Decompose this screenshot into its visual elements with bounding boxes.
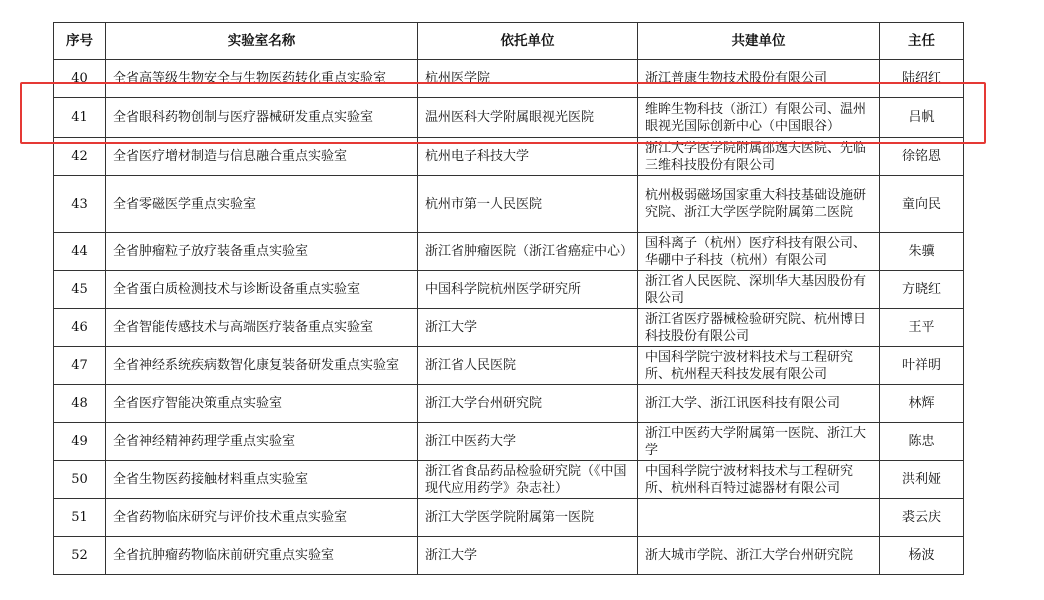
cell-host-unit: 中国科学院杭州医学研究所 (418, 271, 638, 309)
table-body (54, 60, 964, 575)
cell-partner-units: 浙江大学医学院附属邵逸夫医院、先临三维科技股份有限公司 (638, 138, 880, 176)
header-no: 序号 (54, 23, 106, 60)
cell-partner-units: 浙江省医疗器械检验研究院、杭州博日科技股份有限公司 (638, 309, 880, 347)
cell-director: 林辉 (880, 385, 964, 423)
header-name: 实验室名称 (106, 23, 418, 60)
cell-partner-units: 维眸生物科技（浙江）有限公司、温州眼视光国际创新中心（中国眼谷） (638, 98, 880, 138)
cell-director: 朱骥 (880, 233, 964, 271)
cell-partner-units: 浙江中医药大学附属第一医院、浙江大学 (638, 423, 880, 461)
table-row (54, 385, 964, 423)
cell-host-unit: 浙江大学医学院附属第一医院 (418, 499, 638, 537)
table-row (54, 461, 964, 499)
cell-lab-name: 全省抗肿瘤药物临床前研究重点实验室 (106, 537, 418, 575)
cell-host-unit: 浙江省食品药品检验研究院（《中国现代应用药学》杂志社） (418, 461, 638, 499)
cell-no: 45 (54, 271, 106, 309)
cell-host-unit: 杭州市第一人民医院 (418, 176, 638, 233)
cell-partner-units: 浙大城市学院、浙江大学台州研究院 (638, 537, 880, 575)
cell-lab-name: 全省零磁医学重点实验室 (106, 176, 418, 233)
cell-lab-name: 全省眼科药物创制与医疗器械研发重点实验室 (106, 98, 418, 138)
cell-no: 51 (54, 499, 106, 537)
cell-partner-units: 中国科学院宁波材料技术与工程研究所、杭州程天科技发展有限公司 (638, 347, 880, 385)
cell-lab-name: 全省生物医药接触材料重点实验室 (106, 461, 418, 499)
cell-no: 49 (54, 423, 106, 461)
lab-table (53, 22, 964, 575)
cell-lab-name: 全省高等级生物安全与生物医药转化重点实验室 (106, 60, 418, 98)
table-row (54, 271, 964, 309)
cell-host-unit: 浙江省人民医院 (418, 347, 638, 385)
cell-partner-units: 杭州极弱磁场国家重大科技基础设施研究院、浙江大学医学院附属第二医院 (638, 176, 880, 233)
cell-host-unit: 浙江大学台州研究院 (418, 385, 638, 423)
cell-no: 50 (54, 461, 106, 499)
cell-director: 叶祥明 (880, 347, 964, 385)
cell-no: 40 (54, 60, 106, 98)
header-host: 依托单位 (418, 23, 638, 60)
cell-host-unit: 浙江大学 (418, 537, 638, 575)
cell-director: 王平 (880, 309, 964, 347)
cell-host-unit: 浙江中医药大学 (418, 423, 638, 461)
cell-lab-name: 全省医疗增材制造与信息融合重点实验室 (106, 138, 418, 176)
table-row (54, 309, 964, 347)
cell-no: 52 (54, 537, 106, 575)
cell-no: 42 (54, 138, 106, 176)
cell-lab-name: 全省药物临床研究与评价技术重点实验室 (106, 499, 418, 537)
cell-lab-name: 全省智能传感技术与高端医疗装备重点实验室 (106, 309, 418, 347)
table-row (54, 423, 964, 461)
cell-director: 徐铭恩 (880, 138, 964, 176)
cell-partner-units: 国科离子（杭州）医疗科技有限公司、华硼中子科技（杭州）有限公司 (638, 233, 880, 271)
cell-no: 44 (54, 233, 106, 271)
cell-director: 裘云庆 (880, 499, 964, 537)
cell-lab-name: 全省蛋白质检测技术与诊断设备重点实验室 (106, 271, 418, 309)
cell-director: 陆绍红 (880, 60, 964, 98)
cell-director: 陈忠 (880, 423, 964, 461)
cell-lab-name: 全省医疗智能决策重点实验室 (106, 385, 418, 423)
table-row (54, 537, 964, 575)
cell-host-unit: 浙江省肿瘤医院（浙江省癌症中心） (418, 233, 638, 271)
table-header-row (54, 23, 964, 60)
cell-no: 46 (54, 309, 106, 347)
cell-host-unit: 杭州电子科技大学 (418, 138, 638, 176)
cell-no: 48 (54, 385, 106, 423)
cell-partner-units: 浙江普康生物技术股份有限公司 (638, 60, 880, 98)
cell-director: 方晓红 (880, 271, 964, 309)
cell-director: 洪利娅 (880, 461, 964, 499)
table-row (54, 347, 964, 385)
cell-partner-units (638, 499, 880, 537)
table-row (54, 176, 964, 233)
cell-no: 41 (54, 98, 106, 138)
cell-host-unit: 浙江大学 (418, 309, 638, 347)
cell-director: 吕帆 (880, 98, 964, 138)
cell-no: 47 (54, 347, 106, 385)
cell-partner-units: 浙江大学、浙江讯医科技有限公司 (638, 385, 880, 423)
cell-host-unit: 温州医科大学附属眼视光医院 (418, 98, 638, 138)
cell-lab-name: 全省神经精神药理学重点实验室 (106, 423, 418, 461)
cell-lab-name: 全省神经系统疾病数智化康复装备研发重点实验室 (106, 347, 418, 385)
cell-no: 43 (54, 176, 106, 233)
cell-partner-units: 中国科学院宁波材料技术与工程研究所、杭州科百特过滤器材有限公司 (638, 461, 880, 499)
header-director: 主任 (880, 23, 964, 60)
table-row (54, 138, 964, 176)
table-row (54, 60, 964, 98)
table-row (54, 98, 964, 138)
cell-director: 童向民 (880, 176, 964, 233)
cell-host-unit: 杭州医学院 (418, 60, 638, 98)
table-row (54, 233, 964, 271)
cell-partner-units: 浙江省人民医院、深圳华大基因股份有限公司 (638, 271, 880, 309)
cell-lab-name: 全省肿瘤粒子放疗装备重点实验室 (106, 233, 418, 271)
header-partner: 共建单位 (638, 23, 880, 60)
cell-director: 杨波 (880, 537, 964, 575)
table-row (54, 499, 964, 537)
